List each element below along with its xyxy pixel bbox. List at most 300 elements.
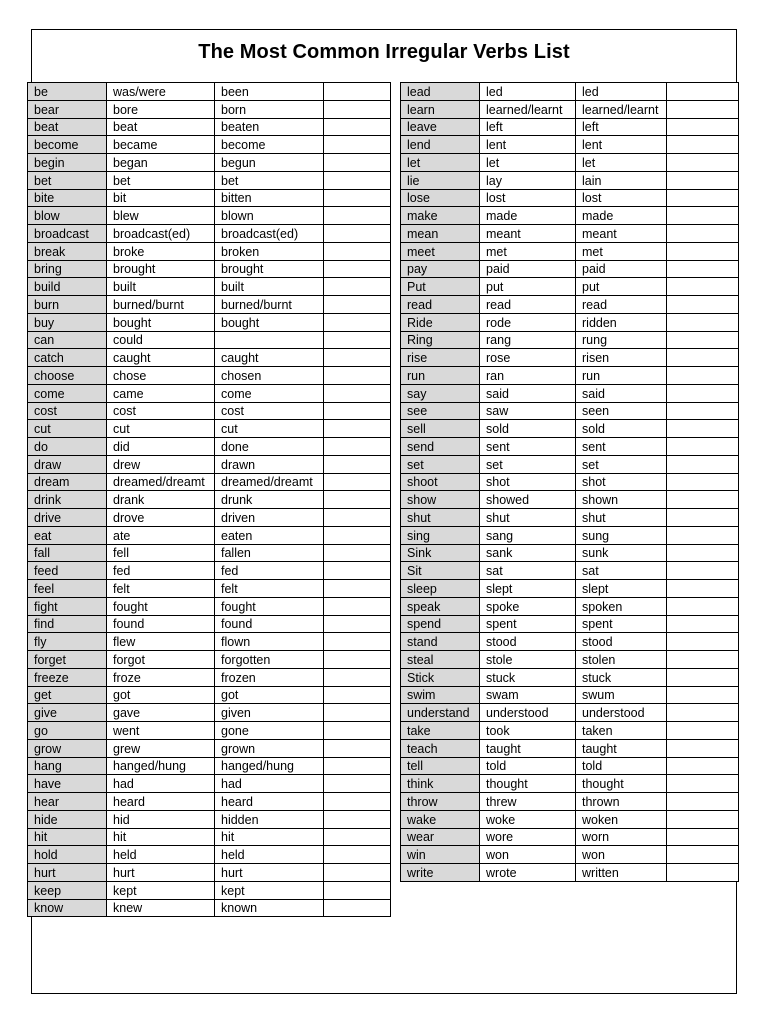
notes-cell	[324, 526, 391, 544]
base-form-cell: grow	[28, 739, 107, 757]
notes-cell	[324, 296, 391, 314]
past-simple-cell: ran	[480, 367, 576, 385]
verb-row	[401, 864, 739, 882]
base-form-cell: catch	[28, 349, 107, 367]
verb-row	[401, 278, 739, 296]
past-participle-cell: lent	[576, 136, 667, 154]
past-participle-cell: taught	[576, 739, 667, 757]
verb-row	[401, 207, 739, 225]
verb-row	[401, 775, 739, 793]
past-participle-cell: done	[215, 438, 324, 456]
base-form-cell: drink	[28, 491, 107, 509]
past-simple-cell: gave	[107, 704, 215, 722]
past-simple-cell: thought	[480, 775, 576, 793]
notes-cell	[324, 491, 391, 509]
base-form-cell: feel	[28, 580, 107, 598]
notes-cell	[667, 793, 739, 811]
notes-cell	[667, 615, 739, 633]
past-simple-cell: ate	[107, 526, 215, 544]
base-form-cell: fight	[28, 597, 107, 615]
notes-cell	[324, 881, 391, 899]
past-simple-cell: built	[107, 278, 215, 296]
verb-row	[28, 136, 391, 154]
base-form-cell: find	[28, 615, 107, 633]
past-simple-cell: sold	[480, 420, 576, 438]
verb-row	[401, 828, 739, 846]
verb-row	[28, 899, 391, 917]
past-participle-cell: meant	[576, 225, 667, 243]
notes-cell	[667, 810, 739, 828]
past-simple-cell: lent	[480, 136, 576, 154]
notes-cell	[667, 473, 739, 491]
past-simple-cell: put	[480, 278, 576, 296]
notes-cell	[324, 580, 391, 598]
past-participle-cell: stood	[576, 633, 667, 651]
base-form-cell: take	[401, 722, 480, 740]
past-simple-cell: cost	[107, 402, 215, 420]
verb-row	[401, 384, 739, 402]
base-form-cell: lend	[401, 136, 480, 154]
base-form-cell: buy	[28, 313, 107, 331]
verb-row	[28, 597, 391, 615]
verb-row	[28, 189, 391, 207]
verb-row	[401, 438, 739, 456]
base-form-cell: have	[28, 775, 107, 793]
past-simple-cell: drank	[107, 491, 215, 509]
base-form-cell: send	[401, 438, 480, 456]
verb-row	[28, 509, 391, 527]
past-participle-cell: thought	[576, 775, 667, 793]
past-simple-cell: threw	[480, 793, 576, 811]
past-simple-cell: dreamed/dreamt	[107, 473, 215, 491]
past-participle-cell: run	[576, 367, 667, 385]
past-simple-cell: could	[107, 331, 215, 349]
base-form-cell: build	[28, 278, 107, 296]
verb-row	[401, 597, 739, 615]
past-participle-cell: rung	[576, 331, 667, 349]
base-form-cell: Put	[401, 278, 480, 296]
notes-cell	[667, 260, 739, 278]
notes-cell	[667, 686, 739, 704]
verb-row	[401, 189, 739, 207]
base-form-cell: Ring	[401, 331, 480, 349]
verb-row	[401, 739, 739, 757]
past-participle-cell: cut	[215, 420, 324, 438]
past-simple-cell: caught	[107, 349, 215, 367]
past-simple-cell: stuck	[480, 668, 576, 686]
verb-row	[28, 154, 391, 172]
past-simple-cell: shut	[480, 509, 576, 527]
notes-cell	[324, 171, 391, 189]
past-participle-cell: set	[576, 455, 667, 473]
past-participle-cell: paid	[576, 260, 667, 278]
notes-cell	[324, 846, 391, 864]
notes-cell	[667, 367, 739, 385]
past-participle-cell: slept	[576, 580, 667, 598]
past-simple-cell: taught	[480, 739, 576, 757]
past-participle-cell: eaten	[215, 526, 324, 544]
past-simple-cell: fell	[107, 544, 215, 562]
past-simple-cell: stole	[480, 651, 576, 669]
past-participle-cell: learned/learnt	[576, 100, 667, 118]
past-participle-cell: met	[576, 242, 667, 260]
base-form-cell: Sit	[401, 562, 480, 580]
past-participle-cell: gone	[215, 722, 324, 740]
verb-row	[28, 526, 391, 544]
past-simple-cell: drew	[107, 455, 215, 473]
base-form-cell: sing	[401, 526, 480, 544]
base-form-cell: forget	[28, 651, 107, 669]
notes-cell	[667, 651, 739, 669]
verb-row	[401, 455, 739, 473]
base-form-cell: give	[28, 704, 107, 722]
past-participle-cell: left	[576, 118, 667, 136]
past-participle-cell: read	[576, 296, 667, 314]
notes-cell	[667, 509, 739, 527]
past-simple-cell: burned/burnt	[107, 296, 215, 314]
past-participle-cell: seen	[576, 402, 667, 420]
past-participle-cell: fed	[215, 562, 324, 580]
notes-cell	[324, 349, 391, 367]
notes-cell	[667, 207, 739, 225]
past-participle-cell: stuck	[576, 668, 667, 686]
base-form-cell: keep	[28, 881, 107, 899]
verb-row	[401, 757, 739, 775]
verb-row	[401, 509, 739, 527]
past-participle-cell: ridden	[576, 313, 667, 331]
verb-row	[28, 296, 391, 314]
verb-row	[28, 100, 391, 118]
past-simple-cell: froze	[107, 668, 215, 686]
past-simple-cell: hanged/hung	[107, 757, 215, 775]
past-participle-cell: swum	[576, 686, 667, 704]
base-form-cell: make	[401, 207, 480, 225]
past-simple-cell: learned/learnt	[480, 100, 576, 118]
notes-cell	[667, 100, 739, 118]
past-simple-cell: became	[107, 136, 215, 154]
base-form-cell: cut	[28, 420, 107, 438]
notes-cell	[324, 331, 391, 349]
notes-cell	[667, 154, 739, 172]
past-participle-cell: dreamed/dreamt	[215, 473, 324, 491]
verb-row	[28, 384, 391, 402]
verb-row	[28, 83, 391, 101]
notes-cell	[324, 278, 391, 296]
verb-row	[28, 349, 391, 367]
past-simple-cell: began	[107, 154, 215, 172]
verb-row	[401, 154, 739, 172]
notes-cell	[324, 402, 391, 420]
past-simple-cell: read	[480, 296, 576, 314]
base-form-cell: say	[401, 384, 480, 402]
past-participle-cell: drunk	[215, 491, 324, 509]
notes-cell	[324, 686, 391, 704]
notes-cell	[324, 651, 391, 669]
past-simple-cell: spent	[480, 615, 576, 633]
past-simple-cell: cut	[107, 420, 215, 438]
past-simple-cell: said	[480, 384, 576, 402]
base-form-cell: think	[401, 775, 480, 793]
past-simple-cell: heard	[107, 793, 215, 811]
base-form-cell: do	[28, 438, 107, 456]
verb-row	[401, 225, 739, 243]
notes-cell	[324, 154, 391, 172]
past-simple-cell: sat	[480, 562, 576, 580]
base-form-cell: bear	[28, 100, 107, 118]
notes-cell	[667, 597, 739, 615]
base-form-cell: mean	[401, 225, 480, 243]
base-form-cell: shoot	[401, 473, 480, 491]
past-simple-cell: woke	[480, 810, 576, 828]
verb-row	[28, 260, 391, 278]
past-participle-cell: let	[576, 154, 667, 172]
base-form-cell: tell	[401, 757, 480, 775]
past-simple-cell: fed	[107, 562, 215, 580]
notes-cell	[667, 562, 739, 580]
base-form-cell: sell	[401, 420, 480, 438]
notes-cell	[324, 544, 391, 562]
notes-cell	[324, 739, 391, 757]
verb-row	[28, 455, 391, 473]
past-simple-cell: swam	[480, 686, 576, 704]
verb-row	[401, 491, 739, 509]
verb-row	[28, 225, 391, 243]
verb-row	[28, 615, 391, 633]
notes-cell	[667, 225, 739, 243]
base-form-cell: hear	[28, 793, 107, 811]
past-participle-cell: sold	[576, 420, 667, 438]
past-participle-cell: woken	[576, 810, 667, 828]
verb-row	[28, 881, 391, 899]
base-form-cell: set	[401, 455, 480, 473]
base-form-cell: lie	[401, 171, 480, 189]
notes-cell	[667, 828, 739, 846]
verb-row	[401, 846, 739, 864]
past-participle-cell: hurt	[215, 864, 324, 882]
notes-cell	[324, 242, 391, 260]
base-form-cell: meet	[401, 242, 480, 260]
base-form-cell: cost	[28, 402, 107, 420]
verb-row	[401, 83, 739, 101]
past-participle-cell: bought	[215, 313, 324, 331]
base-form-cell: eat	[28, 526, 107, 544]
past-participle-cell: grown	[215, 739, 324, 757]
base-form-cell: Sink	[401, 544, 480, 562]
past-simple-cell: knew	[107, 899, 215, 917]
verb-row	[28, 242, 391, 260]
past-simple-cell: bit	[107, 189, 215, 207]
notes-cell	[324, 420, 391, 438]
past-participle-cell	[215, 331, 324, 349]
past-simple-cell: bore	[107, 100, 215, 118]
past-simple-cell: grew	[107, 739, 215, 757]
past-simple-cell: bet	[107, 171, 215, 189]
past-simple-cell: spoke	[480, 597, 576, 615]
verb-row	[28, 118, 391, 136]
base-form-cell: rise	[401, 349, 480, 367]
verb-row	[401, 296, 739, 314]
base-form-cell: go	[28, 722, 107, 740]
verb-row	[401, 118, 739, 136]
notes-cell	[324, 384, 391, 402]
notes-cell	[667, 846, 739, 864]
notes-cell	[667, 296, 739, 314]
past-simple-cell: felt	[107, 580, 215, 598]
past-simple-cell: wrote	[480, 864, 576, 882]
past-simple-cell: won	[480, 846, 576, 864]
notes-cell	[324, 473, 391, 491]
base-form-cell: drive	[28, 509, 107, 527]
notes-cell	[667, 544, 739, 562]
notes-cell	[667, 313, 739, 331]
notes-cell	[667, 438, 739, 456]
past-participle-cell: sat	[576, 562, 667, 580]
base-form-cell: Ride	[401, 313, 480, 331]
verb-row	[28, 810, 391, 828]
base-form-cell: blow	[28, 207, 107, 225]
past-participle-cell: lain	[576, 171, 667, 189]
verb-row	[401, 633, 739, 651]
past-participle-cell: stolen	[576, 651, 667, 669]
base-form-cell: dream	[28, 473, 107, 491]
base-form-cell: leave	[401, 118, 480, 136]
past-simple-cell: wore	[480, 828, 576, 846]
notes-cell	[667, 331, 739, 349]
base-form-cell: broadcast	[28, 225, 107, 243]
notes-cell	[324, 438, 391, 456]
notes-cell	[324, 118, 391, 136]
verbs-table-right	[400, 82, 739, 882]
verb-row	[28, 420, 391, 438]
past-simple-cell: left	[480, 118, 576, 136]
verb-row	[28, 331, 391, 349]
verb-row	[401, 473, 739, 491]
past-simple-cell: hit	[107, 828, 215, 846]
verb-row	[28, 580, 391, 598]
verb-row	[28, 171, 391, 189]
base-form-cell: hang	[28, 757, 107, 775]
verb-row	[401, 349, 739, 367]
past-participle-cell: made	[576, 207, 667, 225]
past-participle-cell: begun	[215, 154, 324, 172]
base-form-cell: burn	[28, 296, 107, 314]
verb-row	[28, 739, 391, 757]
base-form-cell: learn	[401, 100, 480, 118]
verbs-table-left	[27, 82, 391, 917]
verb-row	[401, 526, 739, 544]
base-form-cell: get	[28, 686, 107, 704]
verb-row	[28, 651, 391, 669]
verb-row	[28, 313, 391, 331]
verb-row	[28, 207, 391, 225]
past-participle-cell: shut	[576, 509, 667, 527]
notes-cell	[667, 757, 739, 775]
verb-row	[401, 420, 739, 438]
verb-row	[28, 775, 391, 793]
base-form-cell: speak	[401, 597, 480, 615]
past-simple-cell: came	[107, 384, 215, 402]
past-participle-cell: burned/burnt	[215, 296, 324, 314]
past-simple-cell: told	[480, 757, 576, 775]
page-title: The Most Common Irregular Verbs List	[198, 41, 570, 63]
past-participle-cell: flown	[215, 633, 324, 651]
base-form-cell: can	[28, 331, 107, 349]
past-simple-cell: shot	[480, 473, 576, 491]
past-participle-cell: held	[215, 846, 324, 864]
verb-row	[401, 260, 739, 278]
past-participle-cell: given	[215, 704, 324, 722]
base-form-cell: choose	[28, 367, 107, 385]
base-form-cell: break	[28, 242, 107, 260]
base-form-cell: wake	[401, 810, 480, 828]
past-participle-cell: frozen	[215, 668, 324, 686]
past-participle-cell: beaten	[215, 118, 324, 136]
past-participle-cell: spent	[576, 615, 667, 633]
base-form-cell: bet	[28, 171, 107, 189]
past-participle-cell: taken	[576, 722, 667, 740]
past-simple-cell: had	[107, 775, 215, 793]
notes-cell	[324, 225, 391, 243]
notes-cell	[667, 349, 739, 367]
past-participle-cell: led	[576, 83, 667, 101]
notes-cell	[324, 189, 391, 207]
notes-cell	[324, 367, 391, 385]
past-simple-cell: chose	[107, 367, 215, 385]
base-form-cell: feed	[28, 562, 107, 580]
past-simple-cell: sent	[480, 438, 576, 456]
verb-row	[401, 544, 739, 562]
base-form-cell: win	[401, 846, 480, 864]
base-form-cell: know	[28, 899, 107, 917]
past-simple-cell: drove	[107, 509, 215, 527]
base-form-cell: shut	[401, 509, 480, 527]
past-participle-cell: brought	[215, 260, 324, 278]
base-form-cell: draw	[28, 455, 107, 473]
base-form-cell: bite	[28, 189, 107, 207]
verb-row	[401, 171, 739, 189]
base-form-cell: teach	[401, 739, 480, 757]
verb-row	[28, 438, 391, 456]
past-simple-cell: broke	[107, 242, 215, 260]
verb-row	[28, 402, 391, 420]
base-form-cell: beat	[28, 118, 107, 136]
past-participle-cell: sunk	[576, 544, 667, 562]
base-form-cell: fall	[28, 544, 107, 562]
notes-cell	[324, 864, 391, 882]
past-simple-cell: set	[480, 455, 576, 473]
past-participle-cell: hit	[215, 828, 324, 846]
past-participle-cell: drawn	[215, 455, 324, 473]
notes-cell	[667, 526, 739, 544]
notes-cell	[324, 313, 391, 331]
verb-row	[401, 580, 739, 598]
past-participle-cell: spoken	[576, 597, 667, 615]
past-simple-cell: stood	[480, 633, 576, 651]
past-participle-cell: caught	[215, 349, 324, 367]
past-participle-cell: broken	[215, 242, 324, 260]
notes-cell	[667, 242, 739, 260]
past-participle-cell: lost	[576, 189, 667, 207]
verb-row	[401, 242, 739, 260]
past-participle-cell: broadcast(ed)	[215, 225, 324, 243]
past-simple-cell: flew	[107, 633, 215, 651]
past-participle-cell: born	[215, 100, 324, 118]
past-simple-cell: forgot	[107, 651, 215, 669]
past-participle-cell: had	[215, 775, 324, 793]
past-simple-cell: did	[107, 438, 215, 456]
past-simple-cell: got	[107, 686, 215, 704]
past-participle-cell: shown	[576, 491, 667, 509]
